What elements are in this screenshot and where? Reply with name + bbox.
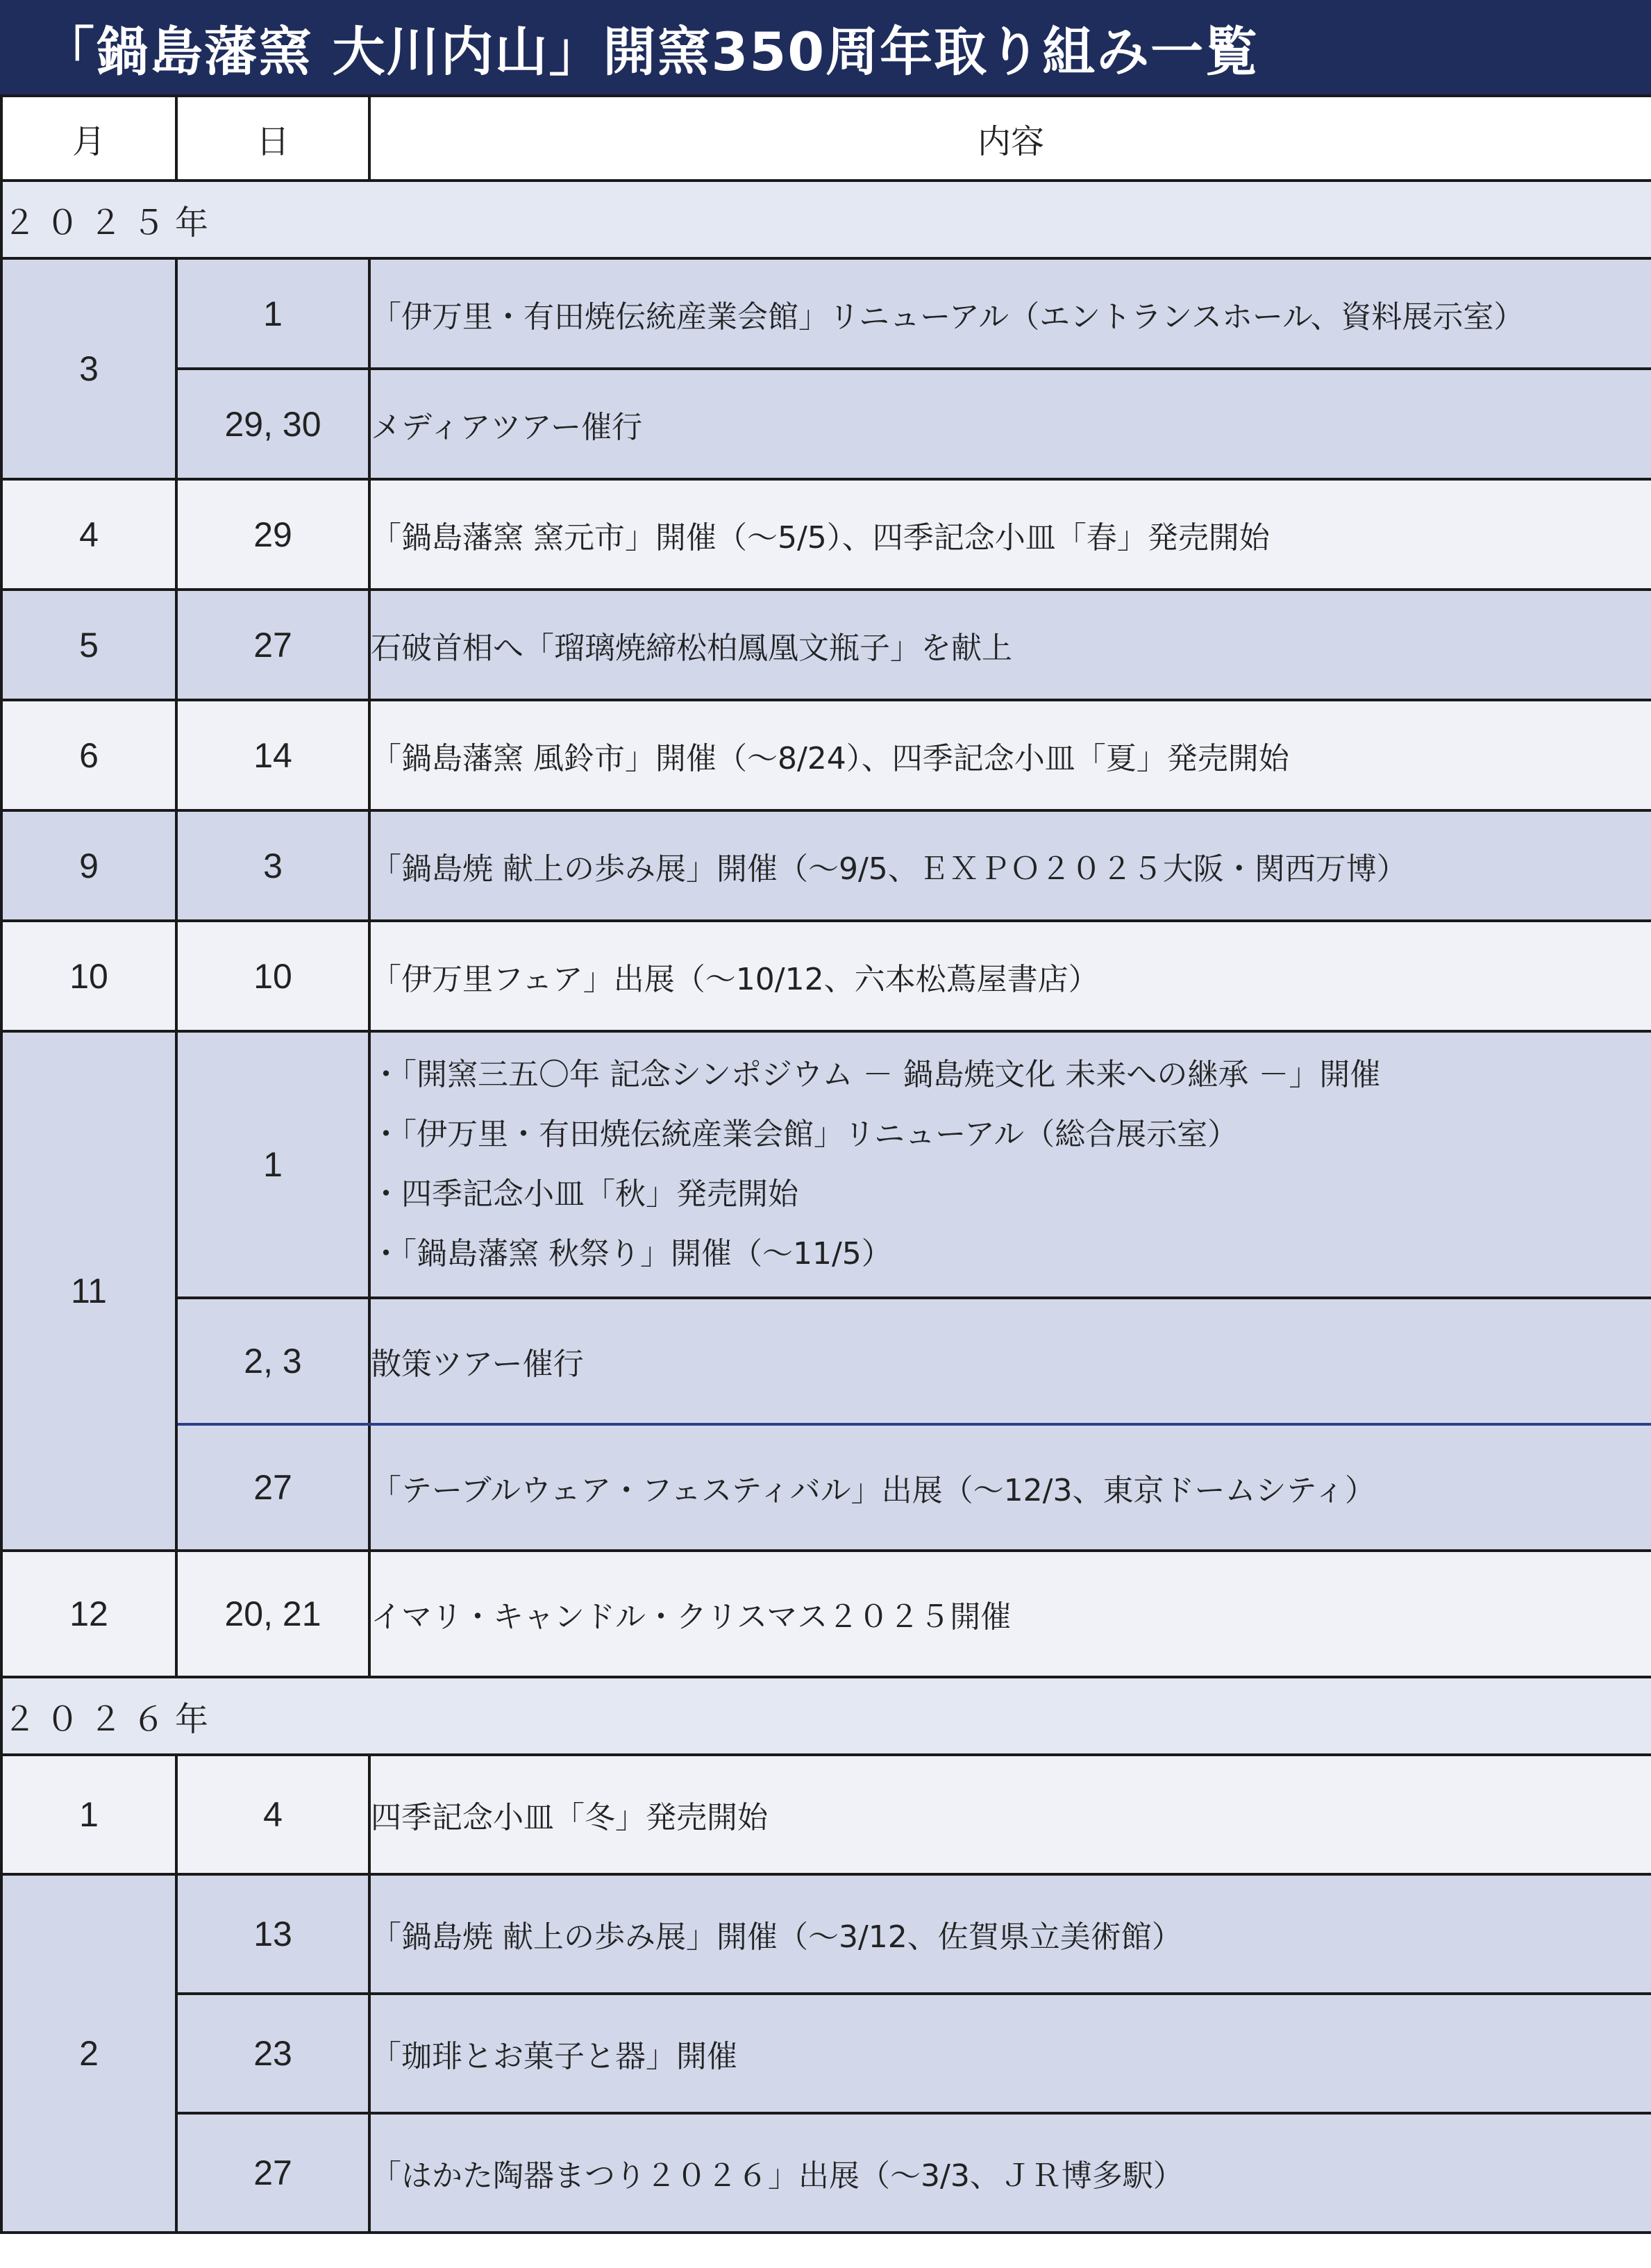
content-cell: イマリ・キャンドル・クリスマス２０２５開催 bbox=[369, 1551, 1651, 1677]
day-cell: 3 bbox=[176, 810, 369, 921]
table-row bbox=[1, 810, 1651, 921]
content-cell: 散策ツアー催行 bbox=[369, 1298, 1651, 1424]
page-title: 「鍋島藩窯 大川内山」開窯350周年取り組み一覧 bbox=[0, 0, 1651, 94]
header-content: 内容 bbox=[369, 96, 1651, 181]
content-cell: 「鍋島焼 献上の歩み展」開催（～9/5、ＥＸＰＯ２０２５大阪・関西万博） bbox=[369, 810, 1651, 921]
day-cell: 29, 30 bbox=[176, 369, 369, 479]
content-cell: 「テーブルウェア・フェスティバル」出展（～12/3、東京ドームシティ） bbox=[369, 1424, 1651, 1551]
content-cell bbox=[369, 1031, 1651, 1298]
table-header-row bbox=[1, 96, 1651, 181]
content-line: ・四季記念小皿「秋」発売開始 bbox=[371, 1176, 798, 1212]
month-cell: 1 bbox=[1, 1755, 176, 1874]
table-row bbox=[1, 700, 1651, 810]
month-cell: 10 bbox=[1, 921, 176, 1031]
table-row bbox=[1, 258, 1651, 369]
year-label: ２０２６年 bbox=[1, 1677, 1651, 1755]
table-row bbox=[1, 1874, 1651, 1994]
content-cell: 「鍋島焼 献上の歩み展」開催（～3/12、佐賀県立美術館） bbox=[369, 1874, 1651, 1994]
month-cell: 11 bbox=[1, 1031, 176, 1551]
schedule-table bbox=[0, 94, 1651, 2234]
month-cell: 6 bbox=[1, 700, 176, 810]
content-cell: 「珈琲とお菓子と器」開催 bbox=[369, 1994, 1651, 2113]
table-row bbox=[1, 1031, 1651, 1298]
day-cell: 23 bbox=[176, 1994, 369, 2113]
day-cell: 27 bbox=[176, 2113, 369, 2233]
year-row-2026 bbox=[1, 1677, 1651, 1755]
month-cell: 4 bbox=[1, 479, 176, 590]
day-cell: 2, 3 bbox=[176, 1298, 369, 1424]
month-cell: 2 bbox=[1, 1874, 176, 2233]
day-cell: 27 bbox=[176, 590, 369, 700]
table-row bbox=[1, 921, 1651, 1031]
table-row bbox=[1, 590, 1651, 700]
day-cell: 10 bbox=[176, 921, 369, 1031]
table-row bbox=[1, 1994, 1651, 2113]
year-label: ２０２５年 bbox=[1, 181, 1651, 258]
year-row-2025 bbox=[1, 181, 1651, 258]
day-cell: 20, 21 bbox=[176, 1551, 369, 1677]
header-month: 月 bbox=[1, 96, 176, 181]
table-row bbox=[1, 2113, 1651, 2233]
table-row bbox=[1, 1298, 1651, 1424]
month-cell: 5 bbox=[1, 590, 176, 700]
content-cell: 「伊万里・有田焼伝統産業会館」リニューアル（エントランスホール、資料展示室） bbox=[369, 258, 1651, 369]
day-cell: 27 bbox=[176, 1424, 369, 1551]
content-cell: 「鍋島藩窯 風鈴市」開催（～8/24）、四季記念小皿「夏」発売開始 bbox=[369, 700, 1651, 810]
day-cell: 14 bbox=[176, 700, 369, 810]
content-line: ・「開窯三五〇年 記念シンポジウム － 鍋島焼文化 未来への継承 －」開催 bbox=[371, 1057, 1381, 1092]
day-cell: 1 bbox=[176, 1031, 369, 1298]
content-line: ・「伊万里・有田焼伝統産業会館」リニューアル（総合展示室） bbox=[371, 1117, 1239, 1152]
table-row bbox=[1, 369, 1651, 479]
content-cell: 四季記念小皿「冬」発売開始 bbox=[369, 1755, 1651, 1874]
table-row bbox=[1, 1551, 1651, 1677]
month-cell: 12 bbox=[1, 1551, 176, 1677]
content-cell: 「鍋島藩窯 窯元市」開催（～5/5）、四季記念小皿「春」発売開始 bbox=[369, 479, 1651, 590]
content-cell: 「伊万里フェア」出展（～10/12、六本松蔦屋書店） bbox=[369, 921, 1651, 1031]
month-cell: 9 bbox=[1, 810, 176, 921]
day-cell: 29 bbox=[176, 479, 369, 590]
content-cell: 「はかた陶器まつり２０２６」出展（～3/3、ＪＲ博多駅） bbox=[369, 2113, 1651, 2233]
table-row bbox=[1, 1424, 1651, 1551]
day-cell: 13 bbox=[176, 1874, 369, 1994]
table-row bbox=[1, 479, 1651, 590]
content-line: ・「鍋島藩窯 秋祭り」開催（～11/5） bbox=[371, 1236, 892, 1271]
day-cell: 1 bbox=[176, 258, 369, 369]
month-cell: 3 bbox=[1, 258, 176, 479]
content-cell: 石破首相へ「瑠璃焼締松柏鳳凰文瓶子」を献上 bbox=[369, 590, 1651, 700]
content-cell: メディアツアー催行 bbox=[369, 369, 1651, 479]
header-day: 日 bbox=[176, 96, 369, 181]
day-cell: 4 bbox=[176, 1755, 369, 1874]
table-row bbox=[1, 1755, 1651, 1874]
